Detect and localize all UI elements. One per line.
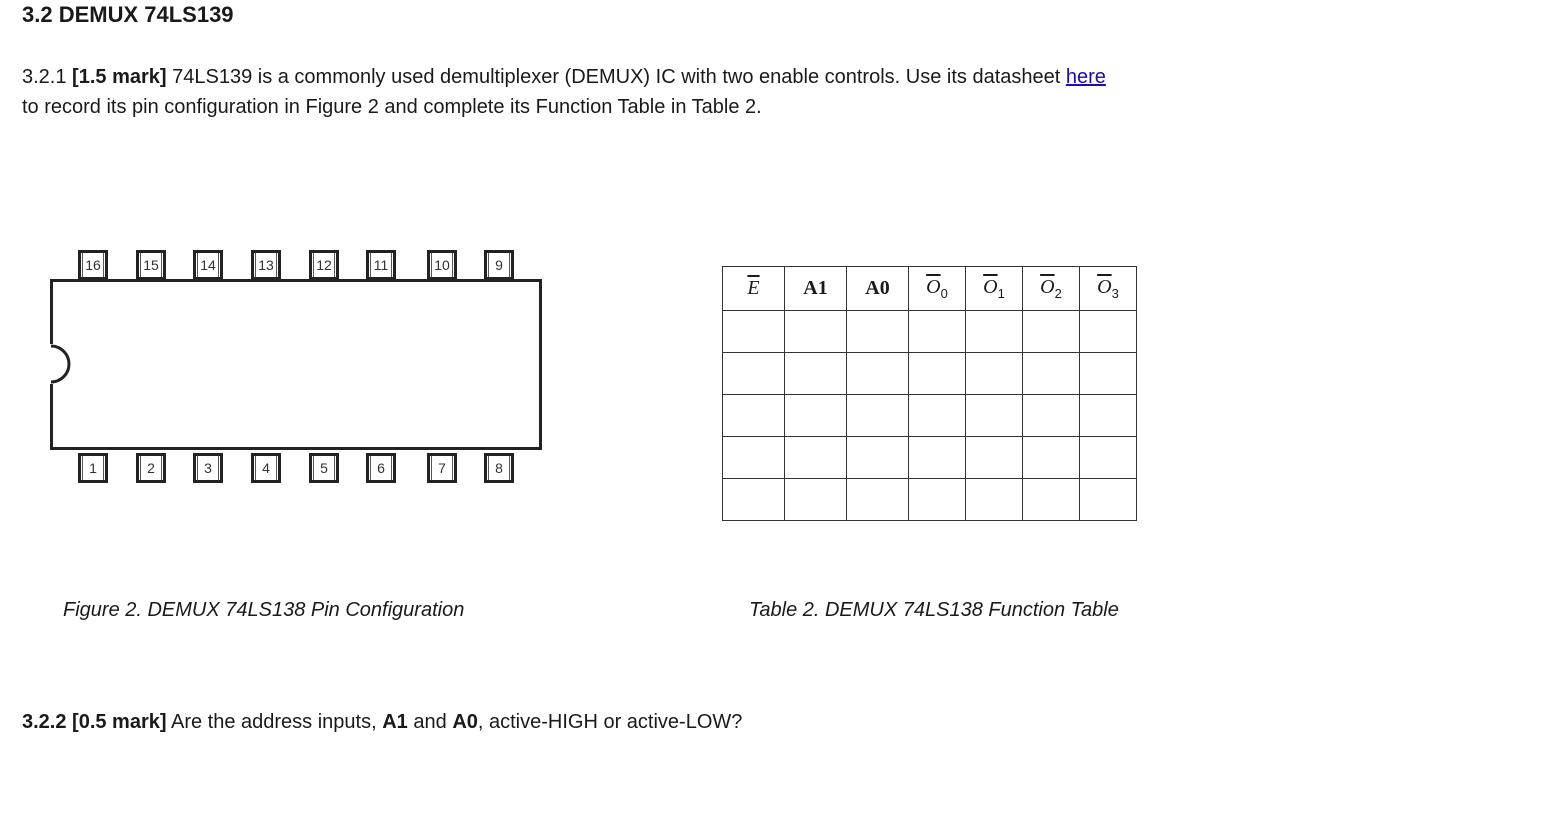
table-header-o3 xyxy=(1080,267,1137,311)
table-cell[interactable] xyxy=(1023,311,1080,353)
pin-number: 12 xyxy=(313,253,335,277)
table-cell[interactable] xyxy=(966,353,1023,395)
ic-pin-diagram xyxy=(50,248,545,488)
table-cell[interactable] xyxy=(1080,479,1137,521)
table-cell[interactable] xyxy=(909,353,966,395)
pin-number: 5 xyxy=(313,456,335,480)
pin-6 xyxy=(366,453,396,483)
pin-number: 4 xyxy=(255,456,277,480)
table-cell[interactable] xyxy=(723,479,785,521)
pin-5 xyxy=(309,453,339,483)
table-header-o2 xyxy=(1023,267,1080,311)
table-cell[interactable] xyxy=(1080,311,1137,353)
pin-number: 6 xyxy=(370,456,392,480)
question-text-b: , active-HIGH or active-LOW? xyxy=(477,711,743,733)
table-cell[interactable] xyxy=(909,437,966,479)
table-header-o0 xyxy=(909,267,966,311)
table-header-e xyxy=(723,267,785,311)
function-table xyxy=(722,266,1137,521)
pin-9 xyxy=(484,250,514,280)
pin-1 xyxy=(78,453,108,483)
table-caption: Table 2. DEMUX 74LS138 Function Table xyxy=(749,599,1119,621)
pin-number: 11 xyxy=(370,253,392,277)
pin-10 xyxy=(427,250,457,280)
question-3-2-1 xyxy=(22,62,1122,122)
pin-4 xyxy=(251,453,281,483)
pin-number: 9 xyxy=(488,253,510,277)
pin-number: 8 xyxy=(488,456,510,480)
header-subscript: 3 xyxy=(1111,286,1119,301)
pin-14 xyxy=(193,250,223,280)
pin-number: 16 xyxy=(82,253,104,277)
pin-12 xyxy=(309,250,339,280)
pin-2 xyxy=(136,453,166,483)
table-cell[interactable] xyxy=(847,311,909,353)
table-row xyxy=(723,395,1137,437)
table-header-o1 xyxy=(966,267,1023,311)
table-cell[interactable] xyxy=(1023,395,1080,437)
pin-number: 13 xyxy=(255,253,277,277)
table-cell[interactable] xyxy=(1023,353,1080,395)
table-cell[interactable] xyxy=(909,479,966,521)
table-row xyxy=(723,437,1137,479)
pin-number: 2 xyxy=(140,456,162,480)
table-cell[interactable] xyxy=(785,353,847,395)
table-cell[interactable] xyxy=(966,479,1023,521)
pin-number: 7 xyxy=(431,456,453,480)
a0-term: A0 xyxy=(452,711,478,733)
table-cell[interactable] xyxy=(1023,437,1080,479)
and-word: and xyxy=(413,711,447,733)
table-cell[interactable] xyxy=(785,395,847,437)
table-cell[interactable] xyxy=(785,311,847,353)
table-cell[interactable] xyxy=(1023,479,1080,521)
header-symbol: $\overline{E}$ xyxy=(747,277,760,299)
pin-number: 14 xyxy=(197,253,219,277)
table-header-a0 xyxy=(847,267,909,311)
pin-8 xyxy=(484,453,514,483)
header-symbol: A1 xyxy=(803,277,828,299)
question-3-2-2 xyxy=(22,711,742,734)
pin-11 xyxy=(366,250,396,280)
a1-term: A1 xyxy=(382,711,408,733)
table-cell[interactable] xyxy=(909,311,966,353)
table-cell[interactable] xyxy=(1080,353,1137,395)
question-number: 3.2.1 xyxy=(22,66,67,88)
table-cell[interactable] xyxy=(966,437,1023,479)
header-subscript: 0 xyxy=(940,286,948,301)
table-header-a1 xyxy=(785,267,847,311)
figure-caption: Figure 2. DEMUX 74LS138 Pin Configuration xyxy=(63,599,465,621)
header-symbol: A0 xyxy=(865,277,890,299)
table-cell[interactable] xyxy=(847,395,909,437)
pin-7 xyxy=(427,453,457,483)
ic-notch xyxy=(50,344,80,384)
header-subscript: 2 xyxy=(1054,286,1062,301)
section-heading: 3.2 DEMUX 74LS139 xyxy=(22,2,234,27)
question-text-b: to record its pin configuration in Figure 2 and complete its Function Table in Table 2. xyxy=(22,96,762,118)
table-cell[interactable] xyxy=(847,479,909,521)
pin-number: 10 xyxy=(431,253,453,277)
table-cell[interactable] xyxy=(785,437,847,479)
table-cell[interactable] xyxy=(723,353,785,395)
ic-body xyxy=(50,279,542,450)
pin-number: 3 xyxy=(197,456,219,480)
datasheet-link[interactable]: here xyxy=(1065,66,1106,88)
table-cell[interactable] xyxy=(966,311,1023,353)
table-cell[interactable] xyxy=(785,479,847,521)
question-text-a: Are the address inputs, xyxy=(170,711,377,733)
question-mark: [1.5 mark] xyxy=(72,66,167,88)
table-cell[interactable] xyxy=(723,395,785,437)
pin-number: 1 xyxy=(82,456,104,480)
header-subscript: 1 xyxy=(997,286,1005,301)
table-row xyxy=(723,353,1137,395)
header-symbol: $\overline{O}$ xyxy=(1097,276,1112,298)
table-cell[interactable] xyxy=(847,353,909,395)
table-row xyxy=(723,479,1137,521)
header-symbol: $\overline{O}$ xyxy=(983,276,998,298)
header-symbol: $\overline{O}$ xyxy=(926,276,941,298)
table-cell[interactable] xyxy=(723,437,785,479)
table-cell[interactable] xyxy=(909,395,966,437)
pin-15 xyxy=(136,250,166,280)
table-cell[interactable] xyxy=(1080,395,1137,437)
pin-16 xyxy=(78,250,108,280)
table-cell[interactable] xyxy=(966,395,1023,437)
table-cell[interactable] xyxy=(723,311,785,353)
pin-number: 15 xyxy=(140,253,162,277)
table-cell[interactable] xyxy=(847,437,909,479)
question-label: 3.2.2 [0.5 mark] xyxy=(22,711,167,733)
table-row xyxy=(723,311,1137,353)
header-symbol: $\overline{O}$ xyxy=(1040,276,1055,298)
pin-13 xyxy=(251,250,281,280)
table-cell[interactable] xyxy=(1080,437,1137,479)
pin-3 xyxy=(193,453,223,483)
question-text-a: 74LS139 is a commonly used demultiplexer (DEMUX) IC with two enable controls. Use its datasheet xyxy=(172,66,1061,88)
